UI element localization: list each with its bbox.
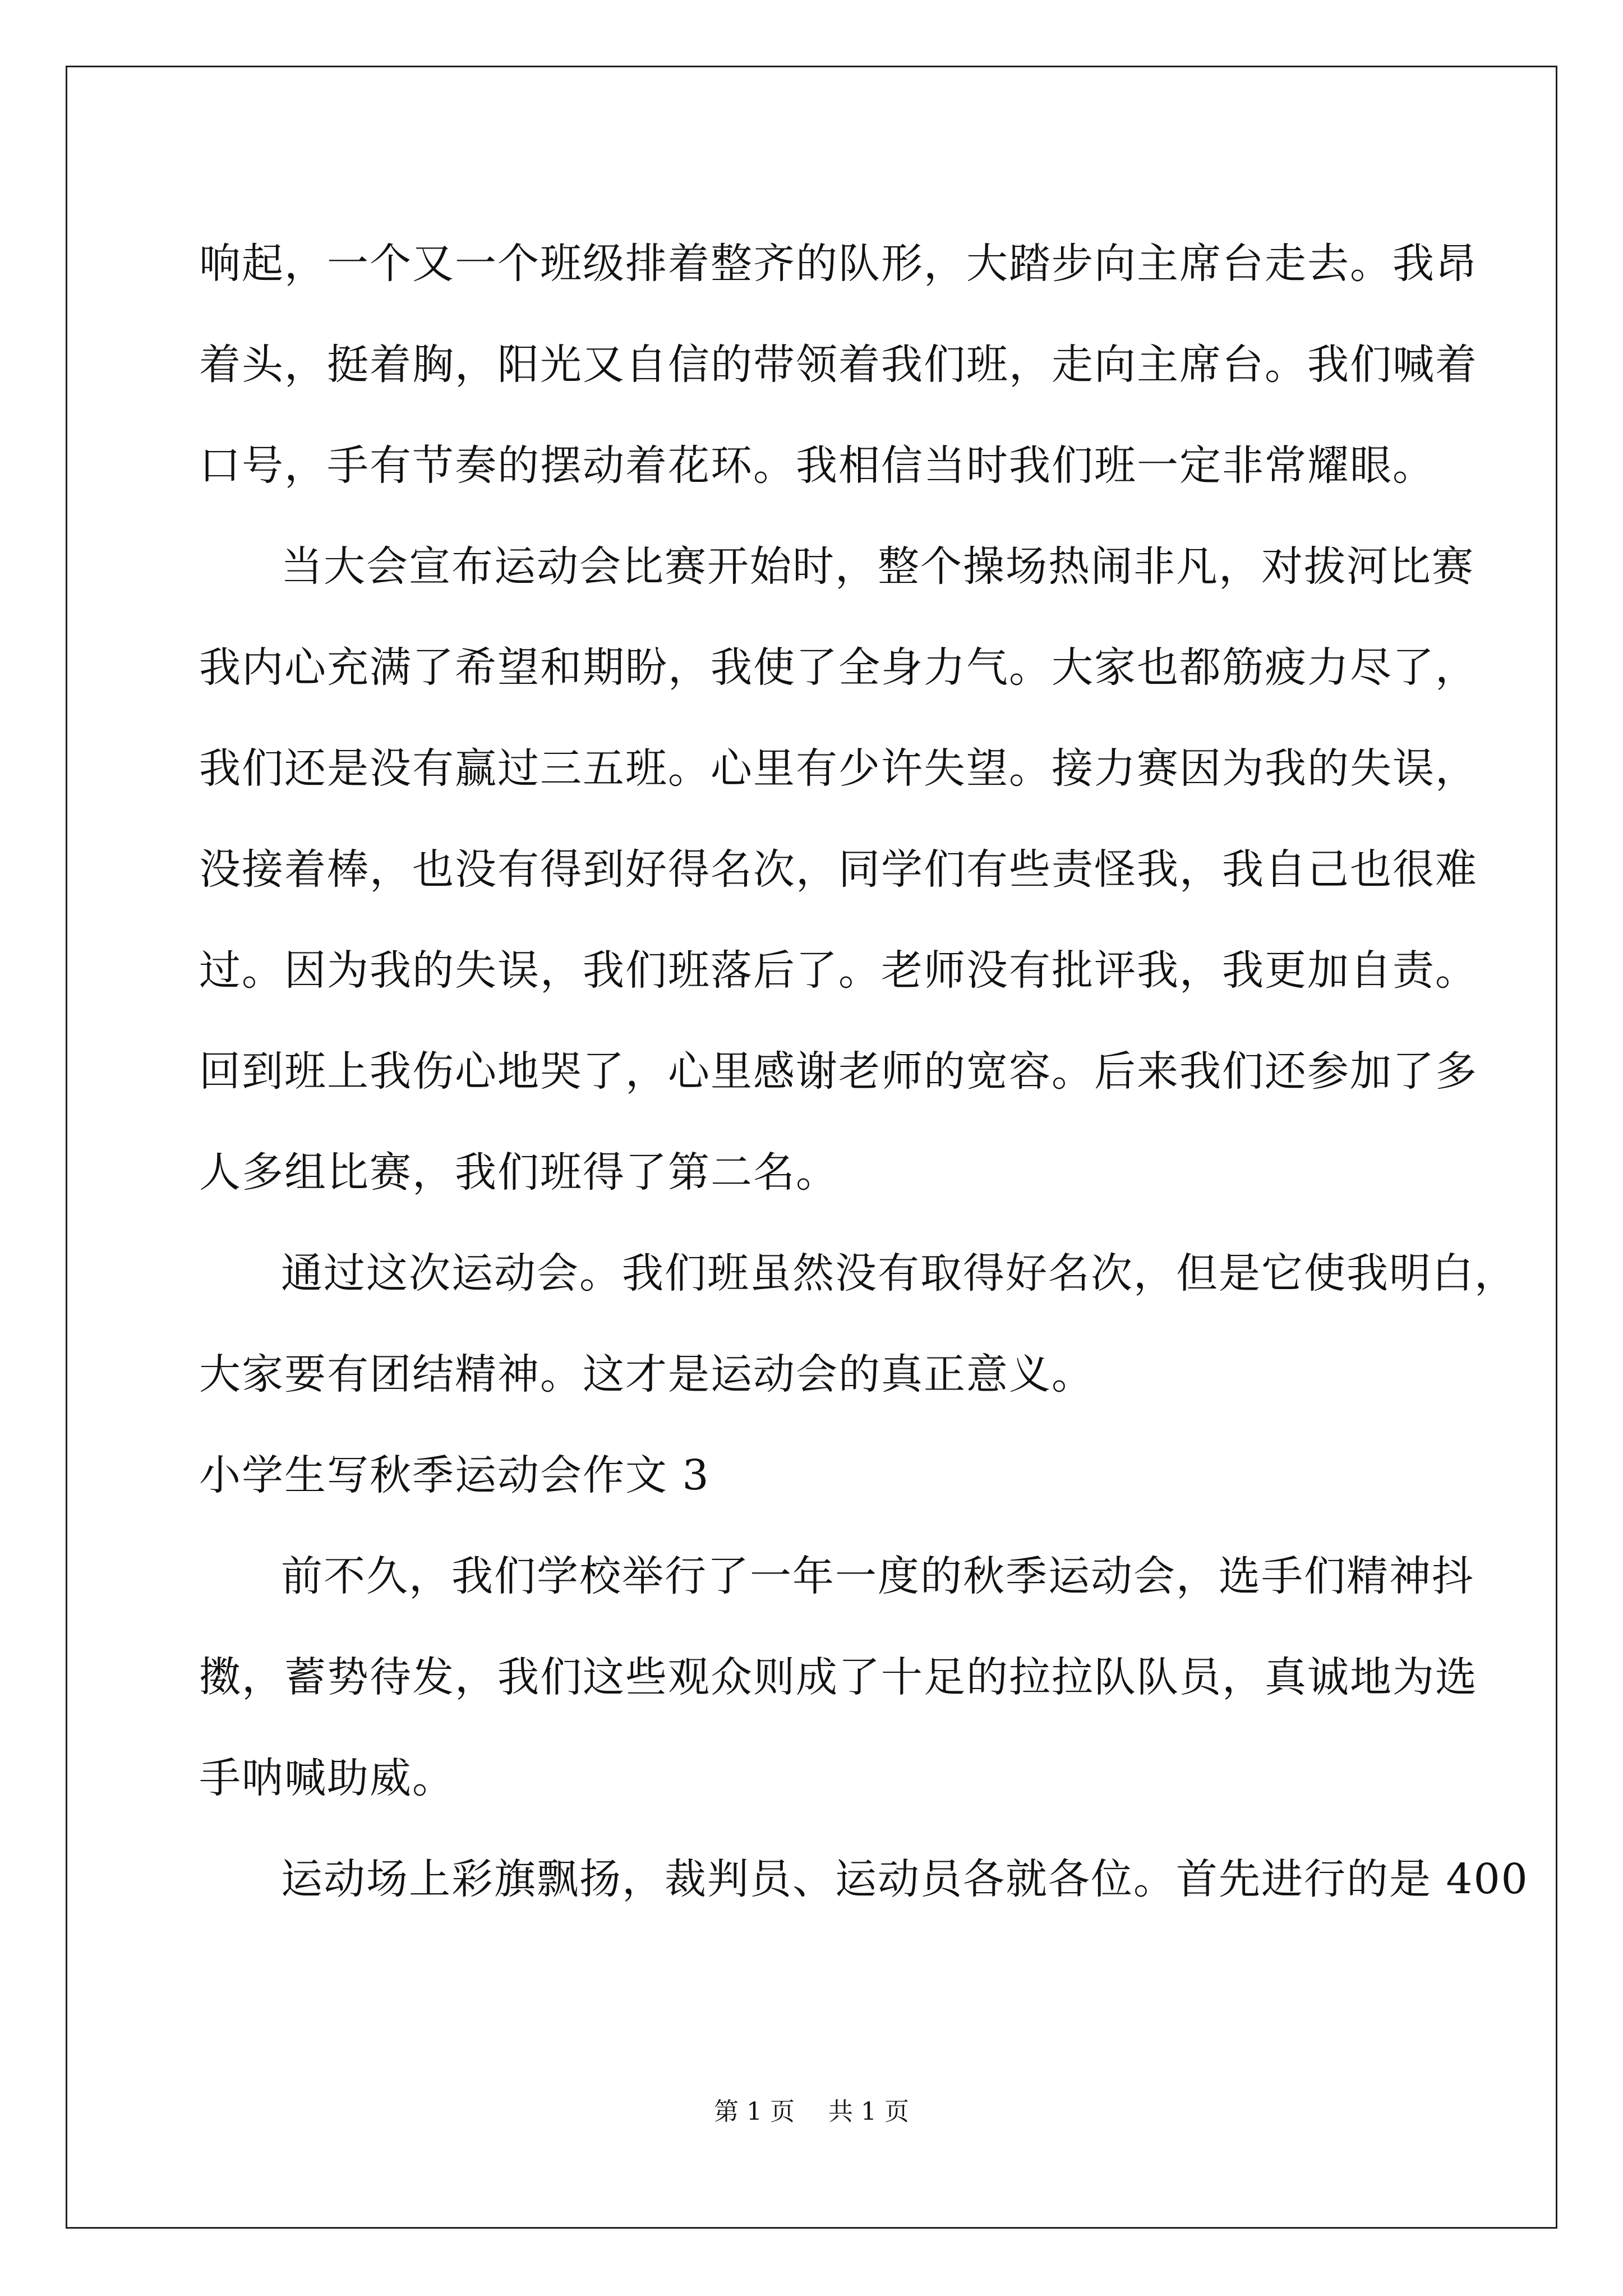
text-line: 响起，一个又一个班级排着整齐的队形，大踏步向主席台走去。我昂 xyxy=(199,240,1478,288)
document-body xyxy=(199,213,1529,1930)
page-number: 第 1 页 xyxy=(714,2097,795,2126)
text-line: 手呐喊助威。 xyxy=(199,1754,455,1802)
text-line: 当大会宣布运动会比赛开始时，整个操场热闹非凡，对拔河比赛 xyxy=(281,542,1474,591)
text-line: 我内心充满了希望和期盼，我使了全身力气。大家也都筋疲力尽了， xyxy=(199,643,1478,692)
text-line: 前不久，我们学校举行了一年一度的秋季运动会，选手们精神抖 xyxy=(281,1552,1474,1600)
text-line: 运动场上彩旗飘扬，裁判员、运动员各就各位。首先进行的是 400 xyxy=(281,1855,1529,1903)
text-line: 擞，蓄势待发，我们这些观众则成了十足的拉拉队队员，真诚地为选 xyxy=(199,1653,1478,1701)
page-total: 共 1 页 xyxy=(828,2097,909,2126)
section-heading: 小学生写秋季运动会作文 3 xyxy=(199,1451,710,1499)
text-line: 通过这次运动会。我们班虽然没有取得好名次，但是它使我明白， xyxy=(281,1249,1517,1297)
text-line: 大家要有团结精神。这才是运动会的真正意义。 xyxy=(199,1350,1094,1398)
text-line: 着头，挺着胸，阳光又自信的带领着我们班，走向主席台。我们喊着 xyxy=(199,341,1478,389)
text-line: 回到班上我伤心地哭了，心里感谢老师的宽容。后来我们还参加了多 xyxy=(199,1047,1478,1096)
text-line: 口号，手有节奏的摆动着花环。我相信当时我们班一定非常耀眼。 xyxy=(199,441,1435,490)
text-line: 没接着棒，也没有得到好得名次，同学们有些责怪我，我自己也很难 xyxy=(199,845,1478,894)
text-line: 人多组比赛，我们班得了第二名。 xyxy=(199,1148,838,1197)
text-line: 过。因为我的失误，我们班落后了。老师没有批评我，我更加自责。 xyxy=(199,946,1478,995)
page-footer xyxy=(0,2095,1623,2129)
text-line: 我们还是没有赢过三五班。心里有少许失望。接力赛因为我的失误， xyxy=(199,744,1478,793)
